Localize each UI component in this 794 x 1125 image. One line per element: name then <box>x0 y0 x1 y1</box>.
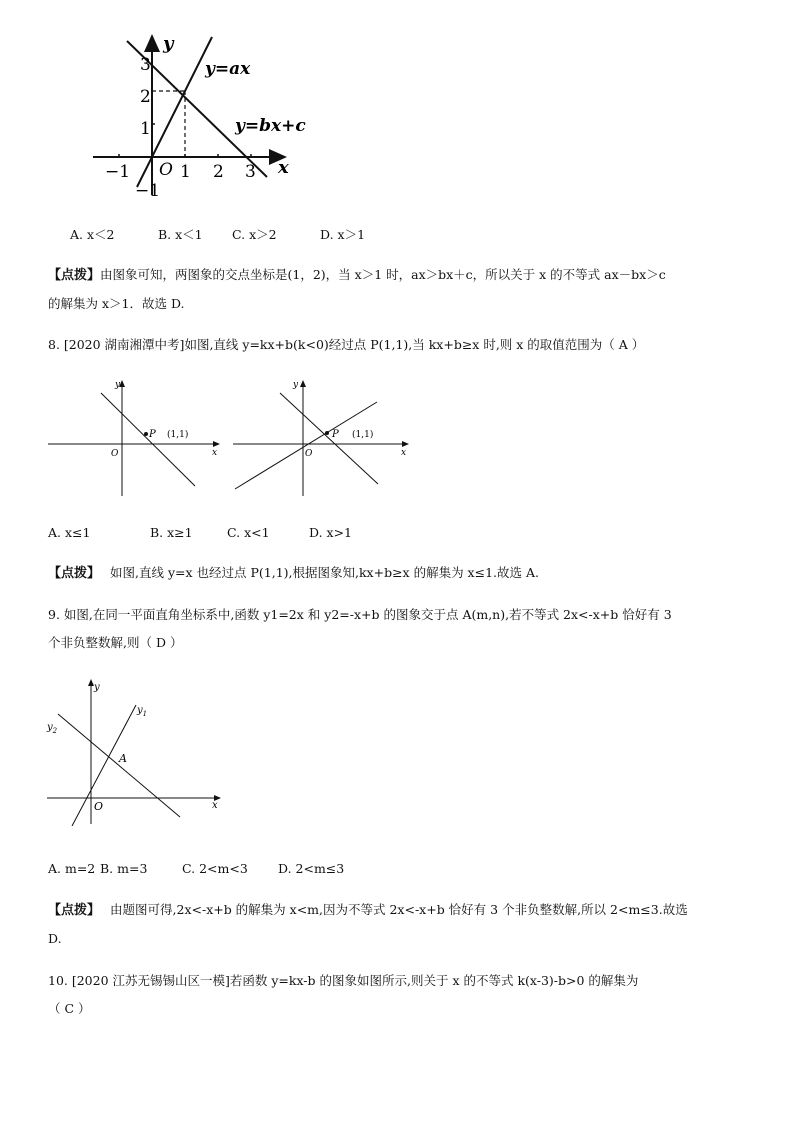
hint-tag: 【点拨】 <box>48 903 101 918</box>
svg-text:(1,1): (1,1) <box>167 430 189 440</box>
option-a: A. x＜2 <box>70 227 115 242</box>
q9-question-cont: 个非负整数解,则（ D ） <box>48 635 183 650</box>
option-c: C. x＞2 <box>232 227 277 242</box>
svg-text:x: x <box>212 448 218 458</box>
q9-hint <box>48 901 688 920</box>
option-d: D. x＞1 <box>320 227 366 242</box>
y-tick-label: 2 <box>140 87 151 107</box>
option-b: B. m=3 <box>100 861 148 876</box>
option-c: C. 2<m<3 <box>182 861 248 876</box>
q9-options <box>48 860 344 878</box>
option-d: D. 2<m≤3 <box>278 861 345 876</box>
svg-text:y1: $y_1$ <box>137 705 148 718</box>
x-tick-label: 3 <box>245 162 256 182</box>
q8-figure-right <box>230 378 415 498</box>
y-axis-label: y <box>163 33 174 54</box>
line-y2 <box>58 714 180 817</box>
hint-tag: 【点拨】 <box>48 566 101 581</box>
y-tick-label: −1 <box>135 181 161 200</box>
hint-text: 如图,直线 y=x 也经过点 P(1,1),根据图象知,kx+b≥x 的解集为 x≤1.故选 A. <box>110 565 539 580</box>
line-y1 <box>72 705 136 826</box>
svg-text:P: P <box>149 429 156 440</box>
x-axis-label: x <box>278 157 289 178</box>
line-label-y-ax: y=ax <box>205 59 251 79</box>
q8-hint <box>48 564 539 583</box>
option-a: A. x≤1 <box>48 525 91 540</box>
q8-figure-left <box>45 378 225 498</box>
svg-text:y: y <box>94 682 100 693</box>
x-tick-label: 1 <box>180 162 191 182</box>
svg-text:x: x <box>401 448 407 458</box>
option-c: C. x<1 <box>227 525 270 540</box>
q10-question-cont: （ C ） <box>48 1001 91 1016</box>
x-tick-label: 2 <box>213 162 224 182</box>
hint-tag: 【点拨】 <box>48 268 101 283</box>
y-tick-label: 3 <box>140 55 151 75</box>
svg-text:O: O <box>111 449 119 459</box>
figure-ax-bxc <box>85 30 315 200</box>
q7-options <box>70 226 365 244</box>
option-d: D. x>1 <box>309 525 352 540</box>
svg-text:y: y <box>115 380 121 390</box>
x-tick-label: −1 <box>105 162 131 182</box>
q9-hint-cont: D. <box>48 931 62 946</box>
svg-text:O: O <box>94 800 104 813</box>
q9-figure <box>44 676 226 826</box>
svg-text:P: P <box>332 429 339 440</box>
q7-hint <box>48 266 666 285</box>
q7-hint-cont: 的解集为 x＞1．故选 D. <box>48 296 185 311</box>
line-label-y-bxc: y=bx+c <box>235 116 306 136</box>
origin-label: O <box>159 160 173 180</box>
svg-text:y2: $y_2$ <box>47 722 58 735</box>
svg-text:y: y <box>293 380 299 390</box>
point-p <box>325 431 329 435</box>
option-b: B. x＜1 <box>158 227 203 242</box>
point-p <box>144 432 148 436</box>
hint-text: 由图象可知，两图象的交点坐标是(1，2)，当 x＞1 时，ax＞bx＋c，所以关于 x 的不等式 ax－bx＞c <box>100 267 666 282</box>
q8-options <box>48 524 352 542</box>
svg-text:A: A <box>119 752 127 765</box>
option-a: A. m=2 <box>48 861 96 876</box>
q9-question: 9. 如图,在同一平面直角坐标系中,函数 y1=2x 和 y2=-x+b 的图象交于点 A(m,n),若不等式 2x<-x+b 恰好有 3 <box>48 607 672 622</box>
y-tick-label: 1 <box>140 119 151 139</box>
option-b: B. x≥1 <box>150 525 193 540</box>
svg-text:O: O <box>305 449 313 459</box>
svg-text:(1,1): (1,1) <box>352 430 374 440</box>
hint-text: 由题图可得,2x<-x+b 的解集为 x<m,因为不等式 2x<-x+b 恰好有 3 个非负整数解,所以 2<m≤3.故选 <box>110 902 688 917</box>
svg-text:x: x <box>212 800 218 811</box>
q10-question: 10. [2020 江苏无锡锡山区一模]若函数 y=kx-b 的图象如图所示,则关于 x 的不等式 k(x-3)-b>0 的解集为 <box>48 973 639 988</box>
line-y-x <box>235 402 377 489</box>
q8-question: 8. [2020 湖南湘潭中考]如图,直线 y=kx+b(k<0)经过点 P(1,1),当 kx+b≥x 时,则 x 的取值范围为（ A ） <box>48 337 645 352</box>
